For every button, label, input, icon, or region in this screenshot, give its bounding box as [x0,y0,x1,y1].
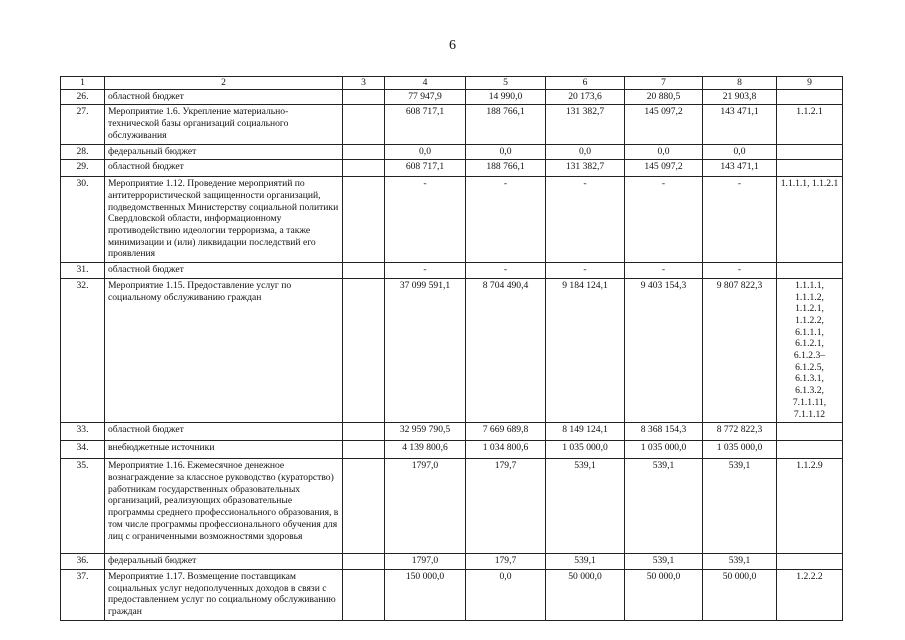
row-name: Мероприятие 1.16. Ежемесячное денежное вознаграждение за классное руководство (кураторство) работникам государственных образовательных организаций, реализующих образовательные программы среднего профессионального образования, в том числе программы профессионального обучения для лиц с ограниченными возможностями здоровья [105,459,343,554]
table-row [61,278,843,422]
row-value-6: 539,1 [546,554,625,570]
row-target-codes: 1.1.1.1, 1.1.1.2, 1.1.2.1, 1.1.2.2, 6.1.1.1, 6.1.2.1, 6.1.2.3– 6.1.2.5, 6.1.3.1, 6.1.3.2, 7.1.1.11, 7.1.1.12 [777,278,843,422]
table-row [61,441,843,459]
row-col3 [343,160,385,177]
row-value-4: 37 099 591,1 [385,278,466,422]
row-value-8: 8 772 822,3 [703,423,777,441]
row-number: 37. [61,569,105,620]
row-name: Мероприятие 1.6. Укрепление материально-технической базы организаций социального обслуживания [105,105,343,144]
row-name: Мероприятие 1.12. Проведение мероприятий по антитеррористической защищенности организаций, подведомственных Министерству социальной политики Свердловской области, информационному противодействию идеологии терроризма, а также минимизации и (или) ликвидации последствий его проявления [105,177,343,263]
row-number: 32. [61,278,105,422]
row-number: 29. [61,160,105,177]
column-header: 7 [625,77,703,90]
row-target-codes [777,263,843,279]
row-value-4: 608 717,1 [385,160,466,177]
row-value-7: 20 880,5 [625,89,703,105]
table-row [61,89,843,105]
row-target-codes: 1.1.2.9 [777,459,843,554]
row-value-5: 0,0 [466,144,546,160]
row-value-6: 50 000,0 [546,569,625,620]
row-value-4: 1797,0 [385,554,466,570]
table-row [61,177,843,263]
row-value-4: 1797,0 [385,459,466,554]
budget-table [60,76,843,621]
row-value-8: - [703,263,777,279]
row-value-6: 1 035 000,0 [546,441,625,459]
row-target-codes: 1.1.2.1 [777,105,843,144]
row-col3 [343,554,385,570]
row-col3 [343,105,385,144]
row-value-7: 9 403 154,3 [625,278,703,422]
row-value-7: - [625,177,703,263]
page-number: 6 [449,38,456,53]
row-value-8: 143 471,1 [703,105,777,144]
row-value-7: 8 368 154,3 [625,423,703,441]
row-value-7: 50 000,0 [625,569,703,620]
column-header: 3 [343,77,385,90]
row-col3 [343,441,385,459]
row-number: 28. [61,144,105,160]
column-header: 2 [105,77,343,90]
table-row [61,144,843,160]
row-value-7: 145 097,2 [625,160,703,177]
row-name: Мероприятие 1.15. Предоставление услуг по социальному обслуживанию граждан [105,278,343,422]
column-header: 6 [546,77,625,90]
row-value-8: 539,1 [703,554,777,570]
row-value-6: 131 382,7 [546,105,625,144]
row-name: федеральный бюджет [105,144,343,160]
row-number: 26. [61,89,105,105]
row-target-codes [777,144,843,160]
row-col3 [343,278,385,422]
row-value-7: 145 097,2 [625,105,703,144]
row-value-8: - [703,177,777,263]
row-number: 35. [61,459,105,554]
row-value-5: 188 766,1 [466,160,546,177]
row-value-4: 150 000,0 [385,569,466,620]
row-value-6: 539,1 [546,459,625,554]
row-value-7: 0,0 [625,144,703,160]
row-value-5: 14 990,0 [466,89,546,105]
row-name: Мероприятие 1.17. Возмещение поставщикам социальных услуг недополученных доходов в связи с предоставлением услуг по социальному обслуживанию граждан [105,569,343,620]
row-col3 [343,144,385,160]
row-number: 34. [61,441,105,459]
row-number: 36. [61,554,105,570]
column-header: 5 [466,77,546,90]
row-value-8: 143 471,1 [703,160,777,177]
row-value-8: 9 807 822,3 [703,278,777,422]
row-number: 27. [61,105,105,144]
row-col3 [343,423,385,441]
table-row [61,160,843,177]
row-name: внебюджетные источники [105,441,343,459]
row-col3 [343,569,385,620]
row-target-codes [777,423,843,441]
row-number: 30. [61,177,105,263]
row-value-6: 0,0 [546,144,625,160]
row-value-5: - [466,177,546,263]
row-number: 31. [61,263,105,279]
row-name: областной бюджет [105,160,343,177]
row-name: областной бюджет [105,423,343,441]
row-name: федеральный бюджет [105,554,343,570]
row-value-6: 9 184 124,1 [546,278,625,422]
row-value-8: 1 035 000,0 [703,441,777,459]
row-name: областной бюджет [105,263,343,279]
table-row [61,554,843,570]
column-header: 4 [385,77,466,90]
row-col3 [343,459,385,554]
row-value-6: 131 382,7 [546,160,625,177]
row-value-4: - [385,177,466,263]
row-value-5: 188 766,1 [466,105,546,144]
row-value-4: 608 717,1 [385,105,466,144]
row-value-6: 20 173,6 [546,89,625,105]
table-row [61,569,843,620]
row-col3 [343,89,385,105]
row-value-5: 179,7 [466,554,546,570]
row-value-7: 539,1 [625,554,703,570]
table-row [61,459,843,554]
row-value-4: 4 139 800,6 [385,441,466,459]
row-value-5: 179,7 [466,459,546,554]
row-value-4: - [385,263,466,279]
row-value-8: 0,0 [703,144,777,160]
row-value-5: 0,0 [466,569,546,620]
row-target-codes [777,441,843,459]
row-value-8: 539,1 [703,459,777,554]
row-value-8: 21 903,8 [703,89,777,105]
row-target-codes [777,160,843,177]
table-row [61,423,843,441]
table-row [61,105,843,144]
row-target-codes [777,89,843,105]
table-header-row [61,77,843,90]
row-number: 33. [61,423,105,441]
table-row [61,263,843,279]
row-value-6: 8 149 124,1 [546,423,625,441]
row-value-6: - [546,263,625,279]
row-name: областной бюджет [105,89,343,105]
column-header: 1 [61,77,105,90]
row-target-codes: 1.1.1.1, 1.1.2.1 [777,177,843,263]
row-target-codes: 1.2.2.2 [777,569,843,620]
row-value-6: - [546,177,625,263]
row-col3 [343,263,385,279]
row-value-7: 539,1 [625,459,703,554]
row-value-4: 32 959 790,5 [385,423,466,441]
row-target-codes [777,554,843,570]
row-value-4: 77 947,9 [385,89,466,105]
row-value-5: - [466,263,546,279]
row-value-4: 0,0 [385,144,466,160]
row-value-8: 50 000,0 [703,569,777,620]
column-header: 8 [703,77,777,90]
row-value-7: 1 035 000,0 [625,441,703,459]
row-value-5: 1 034 800,6 [466,441,546,459]
row-value-5: 7 669 689,8 [466,423,546,441]
row-col3 [343,177,385,263]
column-header: 9 [777,77,843,90]
row-value-5: 8 704 490,4 [466,278,546,422]
row-value-7: - [625,263,703,279]
